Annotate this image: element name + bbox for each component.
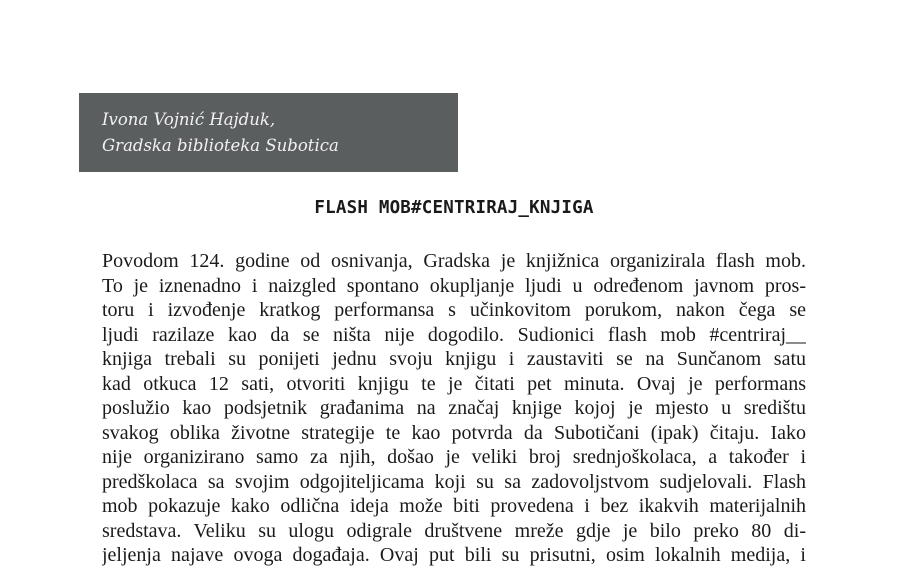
body-line: ljudi razilaze kao da se ništa nije dogodilo. Sudionici flash mob #centriraj__ (102, 323, 806, 346)
body-line: knjiga trebali su ponijeti jednu svoju knjigu i zaustaviti se na Sunčanom satu (102, 348, 806, 370)
body-line: To je iznenadno i naizgled spontano okupljanje ljudi u određenom javnom pros- (102, 274, 806, 297)
body-line: mob pokazuje kako odlična ideja može biti provedena i bez ikakvih materijalnih (102, 495, 806, 517)
body-line: jeljenja najave ovoga događaja. Ovaj put bili su prisutni, osim lokalnih medija, i (102, 544, 806, 566)
author-institution: Gradska biblioteka Subotica (102, 136, 339, 155)
body-line: svakog oblika životne strategije te kao potvrda da Subotičani (ipak) čitaju. Iako (102, 421, 806, 444)
body-line: predškolaca sa svojim odgojiteljicama koji su sa zadovoljstvom sudjelovali. Flash (102, 470, 806, 493)
author-box (79, 93, 458, 172)
body-line: nije organizirano samo za njih, došao je veliki broj srednjoškolaca, a također i (102, 446, 806, 468)
body-line: Povodom 124. godine od osnivanja, Gradska je knjižnica organizirala flash mob. (102, 250, 806, 272)
body-line: toru i izvođenje kratkog performansa s učinkovitom porukom, nakon čega se (102, 299, 806, 321)
body-line: kad otkuca 12 sati, otvoriti knjigu te je čitati pet minuta. Ovaj je performans (102, 372, 806, 395)
article-title: FLASH MOB#CENTRIRAJ_KNJIGA (314, 198, 594, 218)
body-line: sredstava. Veliku su ulogu odigrale društvene mreže gdje je bilo preko 80 di- (102, 519, 806, 542)
article-body (102, 249, 806, 568)
body-line: poslužio kao podsjetnik građanima na značaj knjige kojoj je mjesto u središtu (102, 397, 806, 419)
author-name: Ivona Vojnić Hajduk, (102, 110, 276, 129)
